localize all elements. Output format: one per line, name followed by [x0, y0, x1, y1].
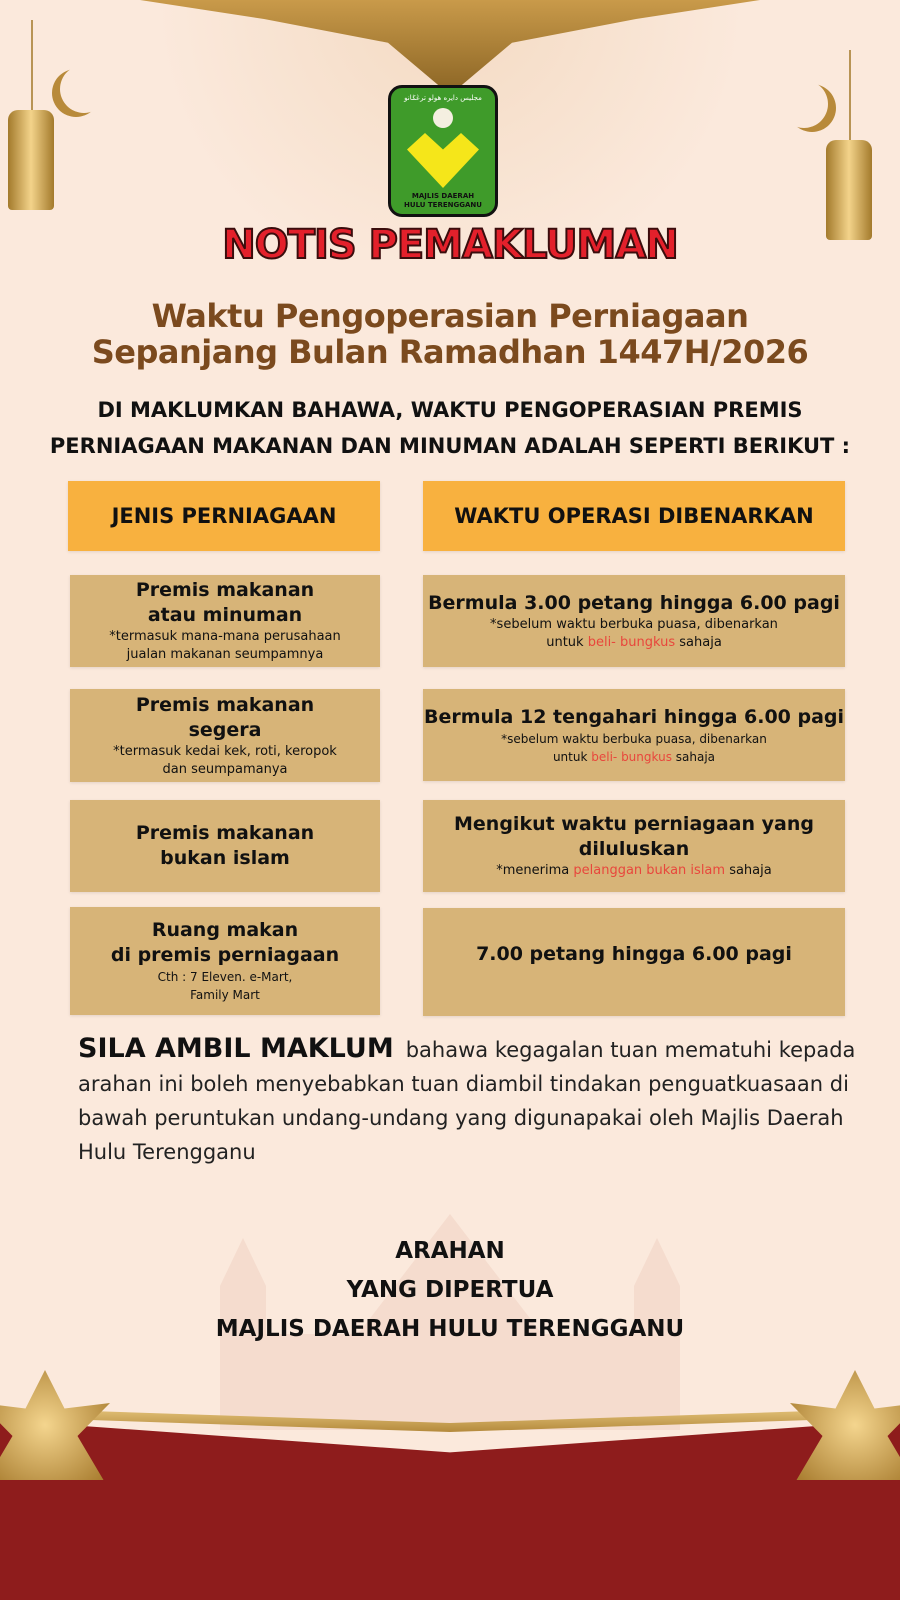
table-cell-time [423, 908, 845, 1016]
time-note [546, 634, 722, 652]
note-highlight: beli- bungkus [587, 634, 676, 650]
type-label: Premis makanan [135, 822, 315, 844]
maroon-footer-band [0, 1420, 900, 1600]
header-type: JENIS PERNIAGAAN [68, 481, 380, 551]
logo-line: MAJLIS DAERAH [411, 192, 475, 200]
time-label: 7.00 petang hingga 6.00 pagi [476, 943, 792, 965]
signature-line: MAJLIS DAERAH HULU TERENGGANU [215, 1316, 685, 1342]
type-label: atau minuman [147, 604, 303, 626]
subtitle-line: Waktu Pengoperasian Perniagaan [151, 297, 749, 335]
table-cell-time [423, 689, 845, 781]
type-label: di premis perniagaan [110, 944, 340, 966]
type-label: Ruang makan [151, 919, 299, 941]
crescent-moon-icon [780, 80, 828, 128]
note-text: untuk [546, 634, 588, 650]
subtitle [0, 298, 900, 370]
logo-text [391, 192, 495, 210]
table-cell-type [70, 689, 380, 782]
page-title: NOTIS PEMAKLUMAN [222, 222, 678, 268]
intro-line: PERNIAGAAN MAKANAN DAN MINUMAN ADALAH SEPERTI BERIKUT : [49, 434, 851, 458]
notice-body: bahawa kegagalan tuan mematuhi kepada arahan ini boleh menyebabkan tuan diambil tindakan penguatkuasaan di bawah peruntukan undang-undang yang digunapakai oleh Majlis Daerah Hulu Terengganu [78, 1038, 856, 1164]
time-label: Mengikut waktu perniagaan yang [454, 813, 814, 835]
time-label: Bermula 12 tengahari hingga 6.00 pagi [423, 705, 845, 728]
gold-lotus-ornament [790, 1370, 900, 1480]
table-cell-type [70, 907, 380, 1015]
table-cell-type [70, 800, 380, 892]
lantern-icon [8, 110, 54, 210]
time-note [496, 862, 771, 880]
notice-paragraph [78, 1032, 858, 1169]
mdht-logo [388, 85, 498, 217]
intro-text [0, 392, 900, 464]
seal-icon [433, 108, 453, 128]
notice-lead: SILA AMBIL MAKLUM [78, 1033, 394, 1064]
logo-line: HULU TERENGGANU [404, 201, 482, 209]
type-note: *termasuk kedai kek, roti, keropok [113, 743, 337, 759]
type-note: Cth : 7 Eleven. e-Mart, [157, 970, 293, 984]
type-label: Premis makanan [135, 579, 315, 601]
note-highlight: beli- bungkus [591, 749, 672, 764]
header-time: WAKTU OPERASI DIBENARKAN [423, 481, 845, 551]
logo-arabic: مجليس دايره هولو ترڠݢانو [404, 94, 482, 102]
signature-block [0, 1232, 900, 1349]
time-note: *sebelum waktu berbuka puasa, dibenarkan [490, 616, 778, 632]
time-label: diluluskan [578, 838, 690, 860]
note-text: sahaja [671, 749, 716, 764]
gold-lotus-ornament [0, 1370, 110, 1480]
signature-line: ARAHAN [395, 1238, 505, 1264]
type-label: Premis makanan [135, 693, 315, 716]
time-note [553, 748, 715, 766]
type-label: bukan islam [160, 847, 290, 869]
time-label: Bermula 3.00 petang hingga 6.00 pagi [428, 591, 840, 614]
type-note: *termasuk mana-mana perusahaan [109, 629, 341, 644]
note-text: untuk [552, 749, 592, 764]
note-text: sahaja [725, 863, 772, 878]
table-cell-time [423, 800, 845, 892]
note-text: *menerima [496, 863, 574, 878]
note-text: sahaja [675, 634, 722, 650]
table-cell-time [423, 575, 845, 667]
subtitle-line: Sepanjang Bulan Ramadhan 1447H/2026 [91, 333, 809, 371]
signature-line: YANG DIPERTUA [346, 1277, 554, 1303]
type-note: Family Mart [190, 988, 260, 1002]
type-note: jualan makanan seumpamnya [126, 647, 324, 662]
logo-emblem [407, 133, 479, 188]
time-note: *sebelum waktu berbuka puasa, dibenarkan [501, 731, 767, 746]
note-highlight: pelanggan bukan islam [573, 863, 726, 878]
table-cell-type [70, 575, 380, 667]
intro-line: DI MAKLUMKAN BAHAWA, WAKTU PENGOPERASIAN PREMIS [97, 398, 803, 422]
crescent-moon-icon [60, 65, 108, 113]
type-label: segera [188, 718, 262, 741]
type-note: dan seumpamanya [162, 761, 288, 777]
